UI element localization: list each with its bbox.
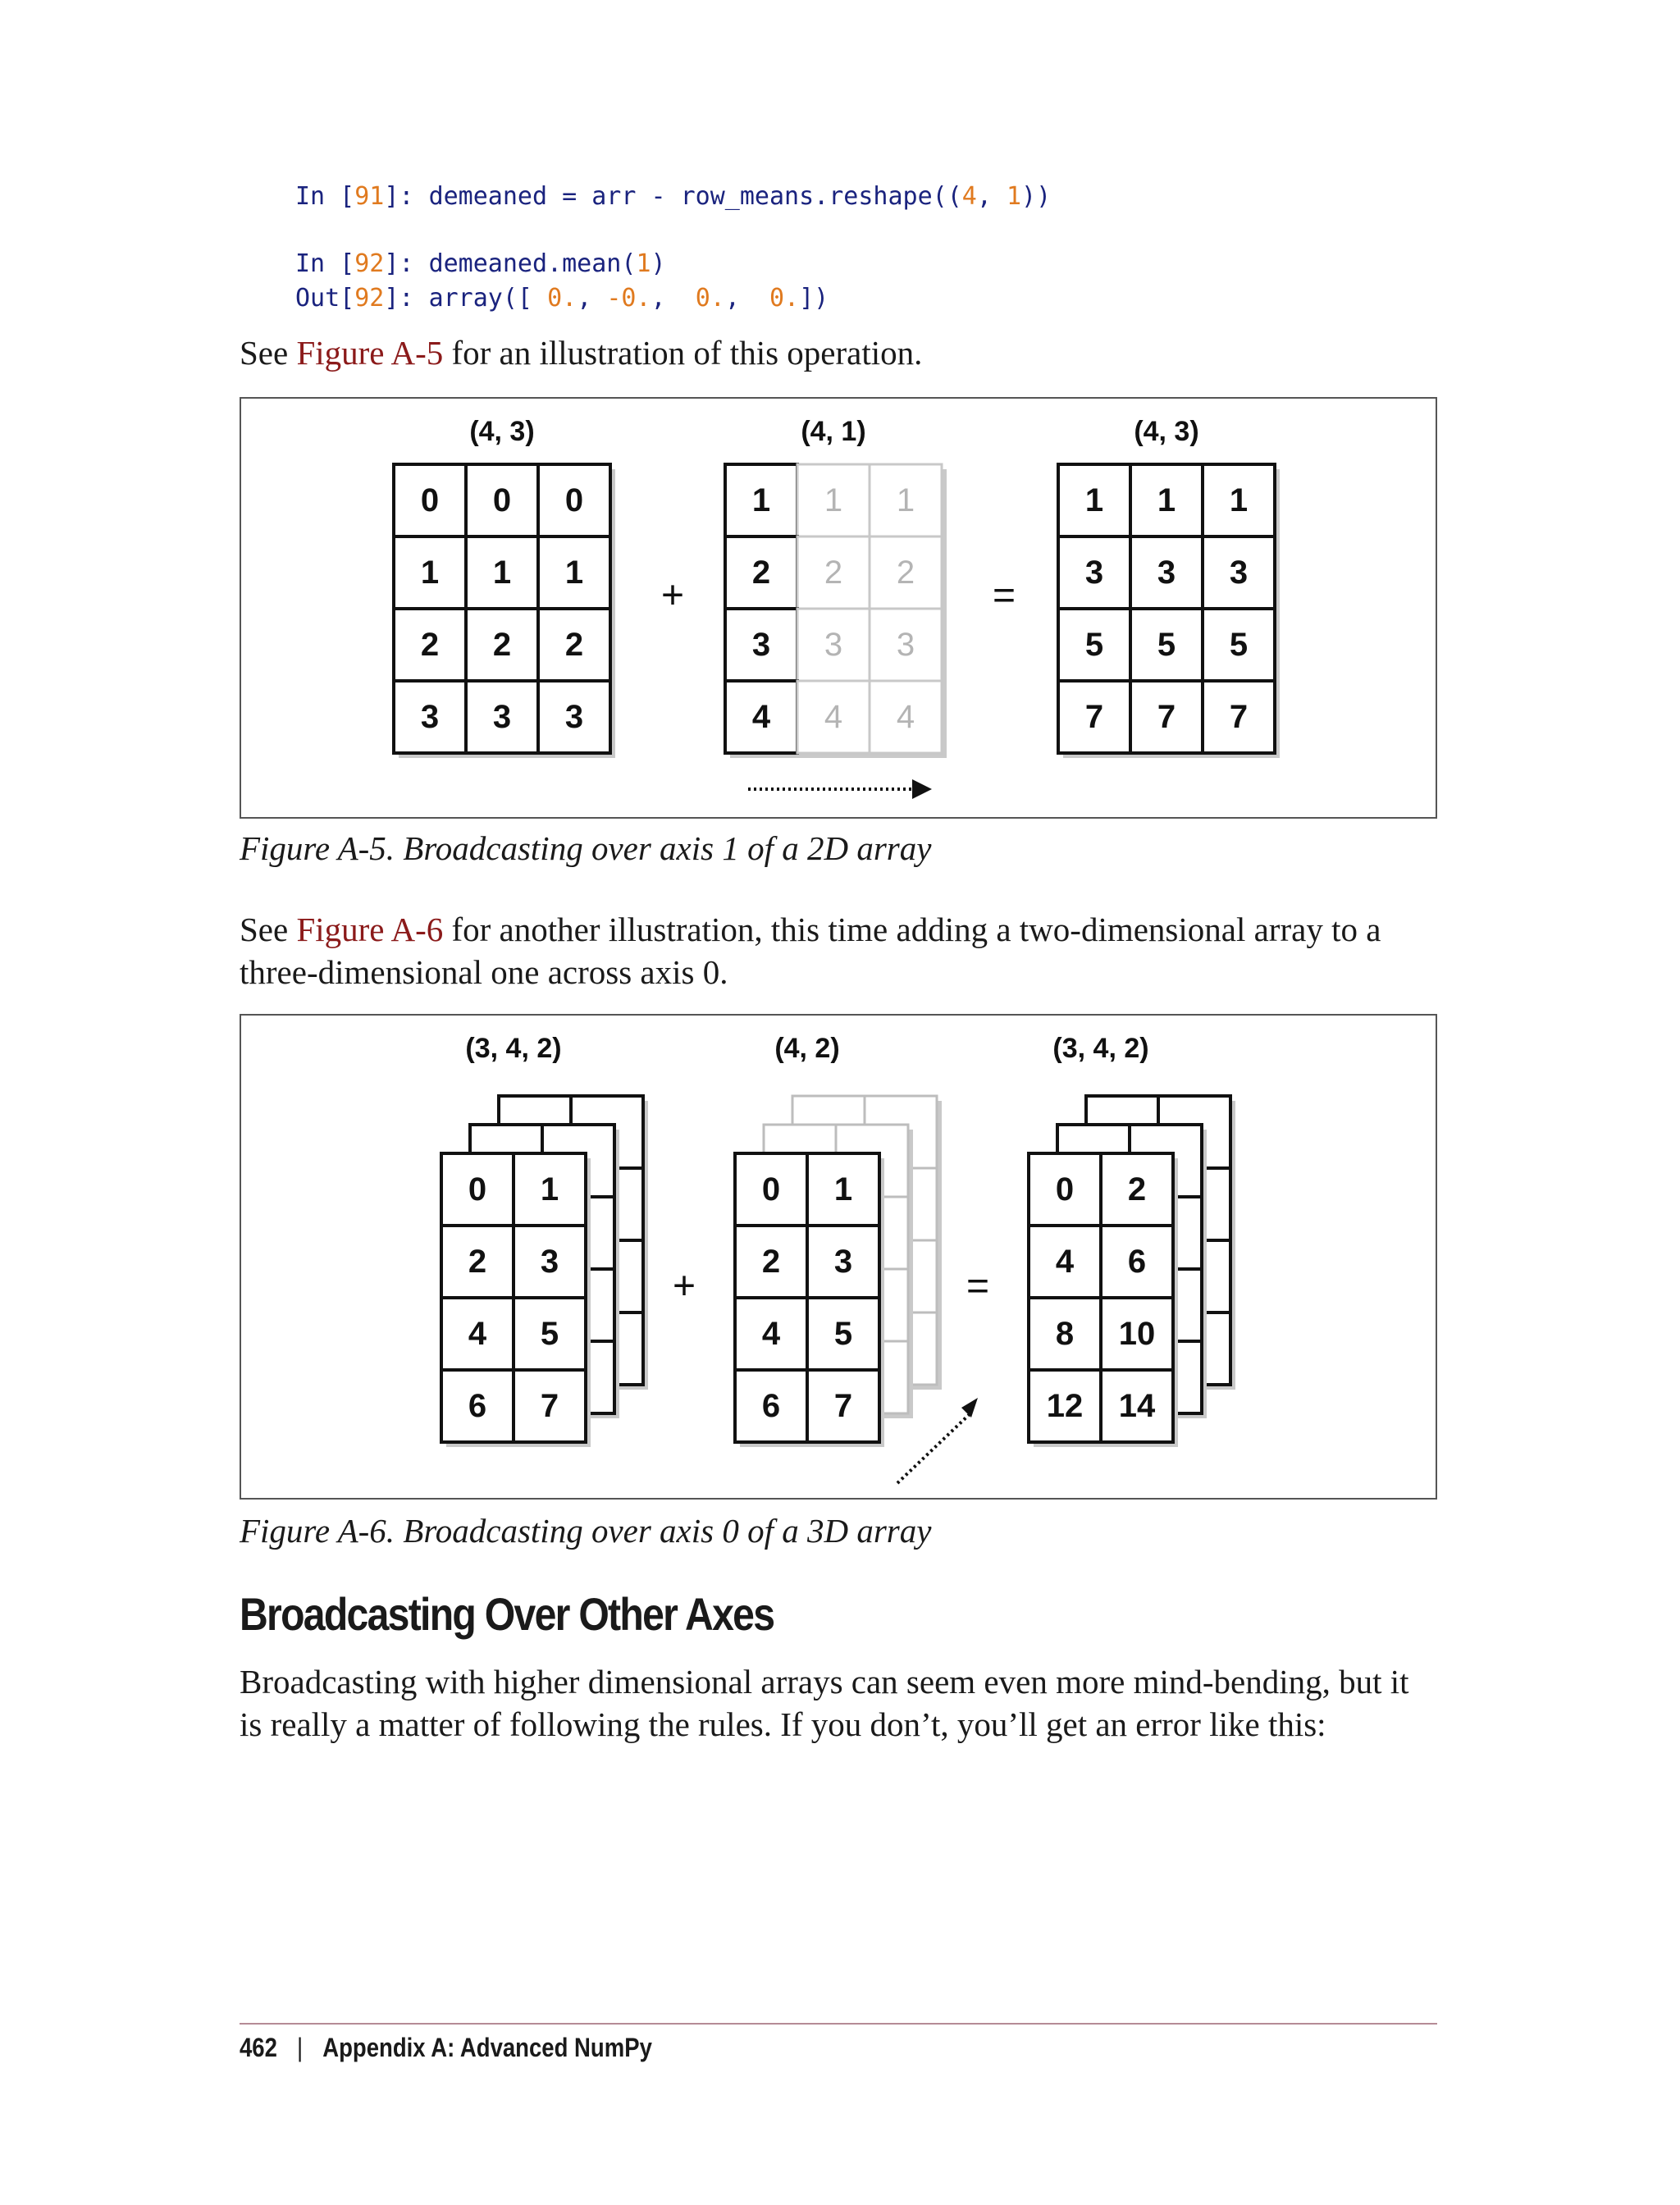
paragraph-figure-a6-ref: See Figure A-6 for another illustration, this time adding a two-dimensional array to a three-dimensional one across axis 0. bbox=[240, 911, 1381, 991]
array-shape-label: (4, 3) bbox=[1134, 416, 1199, 447]
array-c-value: 3 bbox=[1229, 555, 1249, 591]
plus-sign: + bbox=[660, 573, 685, 618]
chapter-title: Appendix A: Advanced NumPy bbox=[322, 2033, 652, 2062]
array-a-value: 1 bbox=[564, 555, 584, 591]
array-c-value: 5 bbox=[1229, 627, 1249, 663]
footer-rule bbox=[240, 2023, 1437, 2025]
array-a-value: 1 bbox=[420, 555, 440, 591]
array-b-value: 3 bbox=[751, 627, 771, 663]
paragraph-broadcasting-other-axes: Broadcasting with higher dimensional arrays can seem even more mind-bending, but it is really a matter of following the rules. If you don’t, you’ll get an error like this: bbox=[240, 1663, 1409, 1743]
array-a-value: 5 bbox=[540, 1316, 559, 1352]
array-c-value: 12 bbox=[1046, 1388, 1084, 1424]
array-b-value: 7 bbox=[833, 1388, 853, 1424]
array-a-value: 6 bbox=[468, 1388, 487, 1424]
array-b-value: 1 bbox=[751, 482, 771, 518]
array-b-value: 1 bbox=[833, 1171, 853, 1208]
array-c-value: 1 bbox=[1229, 482, 1249, 518]
array-b-value: 4 bbox=[751, 699, 771, 735]
array-a-value: 2 bbox=[564, 627, 584, 663]
array-c-value: 7 bbox=[1157, 699, 1176, 735]
array-c-value: 1 bbox=[1084, 482, 1104, 518]
figure-a5-link[interactable]: Figure A-5 bbox=[296, 334, 444, 372]
array-a-value: 3 bbox=[420, 699, 440, 735]
array-c-value: 14 bbox=[1118, 1388, 1156, 1424]
array-shape-label: (4, 2) bbox=[774, 1033, 840, 1064]
plus-sign: + bbox=[672, 1264, 696, 1308]
array-c-value: 7 bbox=[1229, 699, 1249, 735]
code-line-3: Out[92]: array([ 0., -0., 0., 0.]) bbox=[295, 284, 829, 313]
array-a-value: 2 bbox=[420, 627, 440, 663]
array-b-value: 3 bbox=[896, 627, 915, 663]
array-shape-label: (4, 3) bbox=[469, 416, 535, 447]
array-b-value: 2 bbox=[751, 555, 771, 591]
paragraph-figure-a5-ref: See Figure A-5 for an illustration of this operation. bbox=[240, 334, 923, 372]
array-a-value: 3 bbox=[492, 699, 512, 735]
array-a-value: 2 bbox=[468, 1244, 487, 1280]
figure-a6-link[interactable]: Figure A-6 bbox=[296, 911, 444, 948]
array-b-value: 2 bbox=[896, 555, 915, 591]
array-shape-label: (3, 4, 2) bbox=[1052, 1033, 1149, 1064]
array-a-value: 3 bbox=[540, 1244, 559, 1280]
array-b-value: 1 bbox=[824, 482, 843, 518]
array-a-value: 0 bbox=[564, 482, 584, 518]
broadcast-arrow-head bbox=[912, 779, 932, 799]
array-a-value: 0 bbox=[468, 1171, 487, 1208]
array-a-value: 1 bbox=[492, 555, 512, 591]
figure-a6-diagram bbox=[241, 1016, 1436, 1498]
equals-sign: = bbox=[966, 1264, 990, 1308]
array-a-value: 7 bbox=[540, 1388, 559, 1424]
figure-a6-caption: Figure A-6. Broadcasting over axis 0 of a 3D array bbox=[240, 1512, 932, 1550]
broadcast-arrow-line bbox=[897, 1413, 971, 1483]
array-b-value: 3 bbox=[824, 627, 843, 663]
array-a-value: 0 bbox=[420, 482, 440, 518]
array-c-value: 5 bbox=[1084, 627, 1104, 663]
array-a-value: 0 bbox=[492, 482, 512, 518]
array-c-value: 8 bbox=[1055, 1316, 1075, 1352]
equals-sign: = bbox=[992, 573, 1016, 618]
array-b-value: 2 bbox=[824, 555, 843, 591]
array-c-value: 0 bbox=[1055, 1171, 1075, 1208]
array-c-value: 3 bbox=[1084, 555, 1104, 591]
array-c-value: 4 bbox=[1055, 1244, 1075, 1280]
array-b-value: 4 bbox=[761, 1316, 781, 1352]
figure-a6 bbox=[240, 1014, 1437, 1500]
page-footer bbox=[240, 2033, 652, 2063]
broadcast-arrow-head bbox=[961, 1398, 978, 1418]
figure-a5-diagram bbox=[241, 399, 1436, 817]
array-c-value: 1 bbox=[1157, 482, 1176, 518]
array-b-value: 0 bbox=[761, 1171, 781, 1208]
array-c-value: 7 bbox=[1084, 699, 1104, 735]
array-c-value: 2 bbox=[1127, 1171, 1147, 1208]
array-a-value: 3 bbox=[564, 699, 584, 735]
array-b-value: 6 bbox=[761, 1388, 781, 1424]
array-b-value: 2 bbox=[761, 1244, 781, 1280]
code-line-2: In [92]: demeaned.mean(1) bbox=[295, 249, 666, 278]
array-b-value: 1 bbox=[896, 482, 915, 518]
array-a-value: 1 bbox=[540, 1171, 559, 1208]
page-number: 462 bbox=[240, 2033, 277, 2062]
array-a-value: 4 bbox=[468, 1316, 487, 1352]
array-b-value: 4 bbox=[824, 699, 843, 735]
array-b-value: 3 bbox=[833, 1244, 853, 1280]
array-shape-label: (4, 1) bbox=[801, 416, 866, 447]
section-heading: Broadcasting Over Other Axes bbox=[240, 1588, 774, 1640]
array-a-value: 2 bbox=[492, 627, 512, 663]
array-shape-label: (3, 4, 2) bbox=[465, 1033, 562, 1064]
code-line-1: In [91]: demeaned = arr - row_means.reshape((4, 1)) bbox=[295, 182, 1052, 211]
figure-a5 bbox=[240, 397, 1437, 819]
array-c-value: 5 bbox=[1157, 627, 1176, 663]
array-c-value: 3 bbox=[1157, 555, 1176, 591]
footer-separator: | bbox=[296, 2033, 304, 2062]
array-c-value: 6 bbox=[1127, 1244, 1147, 1280]
array-b-value: 5 bbox=[833, 1316, 853, 1352]
array-b-value: 4 bbox=[896, 699, 915, 735]
figure-a5-caption: Figure A-5. Broadcasting over axis 1 of a 2D array bbox=[240, 829, 932, 867]
array-c-value: 10 bbox=[1118, 1316, 1156, 1352]
